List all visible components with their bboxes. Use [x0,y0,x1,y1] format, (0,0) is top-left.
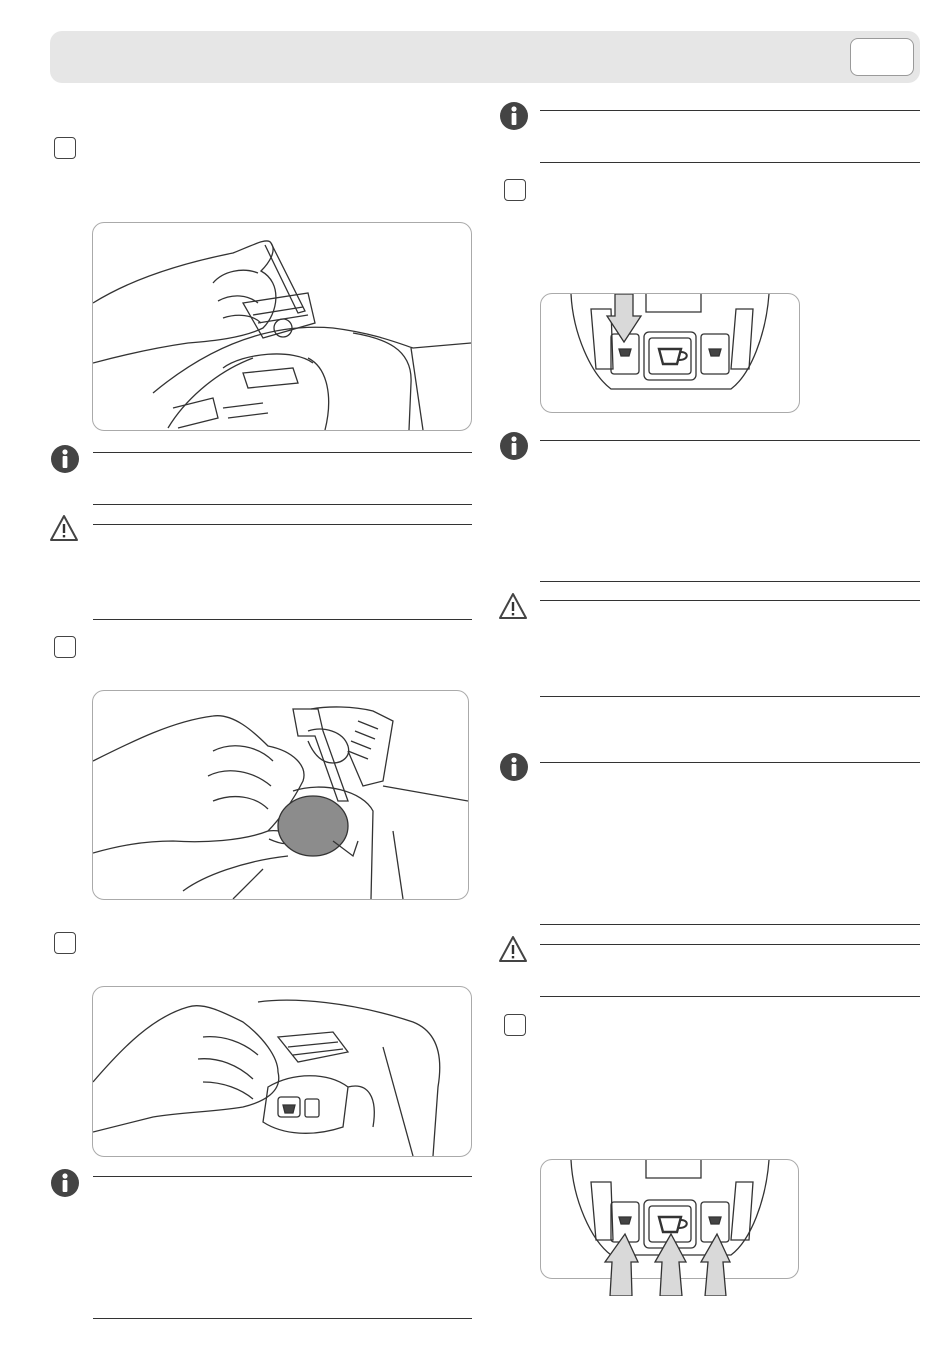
up-arrow-icon [605,1234,638,1296]
divider [93,504,472,505]
divider [93,1176,472,1177]
page-number-box [850,38,914,76]
divider [540,944,920,945]
up-arrow-icon [655,1234,686,1296]
divider [540,110,920,111]
divider [540,996,920,997]
header-bar [50,31,920,83]
divider [540,762,920,763]
divider [540,924,920,925]
divider [93,524,472,525]
divider [540,600,920,601]
divider [93,1318,472,1319]
warning-icon [498,935,528,963]
info-icon [499,752,529,782]
illustration-press-single-button [540,293,800,413]
step-checkbox [54,932,76,954]
divider [93,452,472,453]
warning-icon [49,514,79,542]
step-checkbox [54,137,76,159]
info-icon [499,101,529,131]
step-checkbox [54,636,76,658]
illustration-open-lever [92,222,472,431]
info-icon [50,1168,80,1198]
info-icon [50,444,80,474]
step-checkbox [504,179,526,201]
divider [540,162,920,163]
warning-icon [498,592,528,620]
divider [540,581,920,582]
divider [93,619,472,620]
divider [540,440,920,441]
info-icon [499,431,529,461]
up-arrow-icon [701,1234,730,1296]
step-checkbox [504,1014,526,1036]
illustration-close-lever [92,986,472,1157]
up-arrows-graphic [600,1228,740,1296]
illustration-insert-capsule [92,690,469,900]
divider [540,696,920,697]
